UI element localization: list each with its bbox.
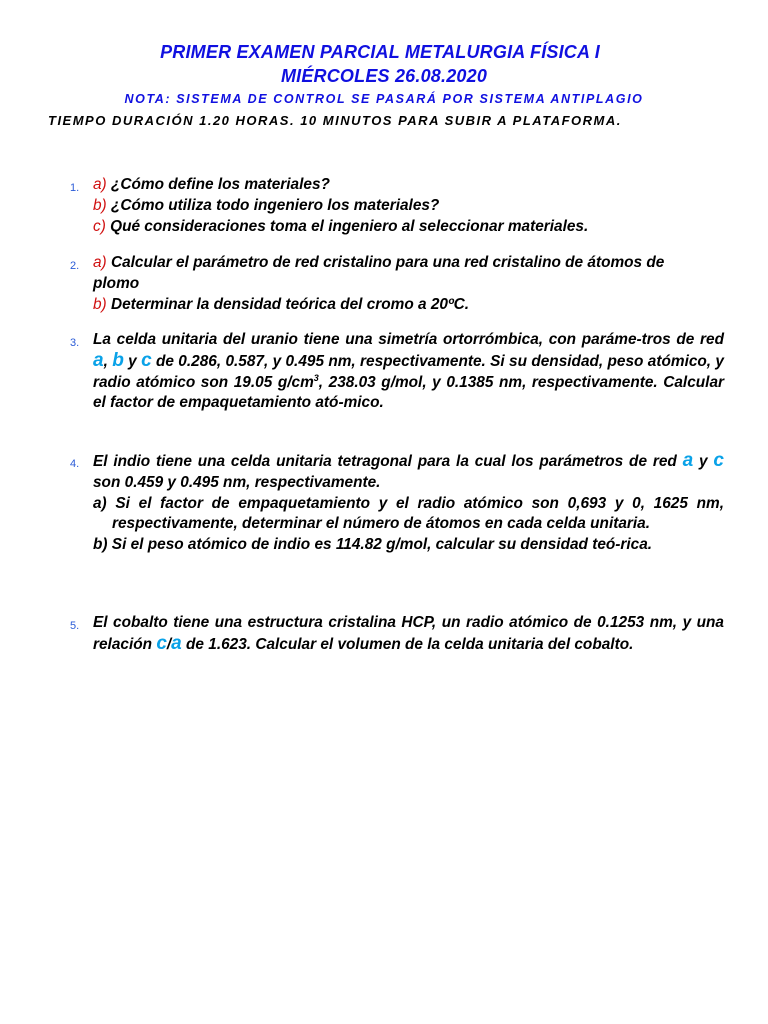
text-segment: / <box>166 635 172 653</box>
item-text: Qué consideraciones toma el ingeniero al seleccionar materiales. <box>105 217 589 235</box>
question-number: 3. <box>70 337 80 349</box>
text-segment: El indio tiene una celda unitaria tetragonal para la cual los parámetros de red <box>93 453 683 470</box>
exam-header <box>0 40 768 108</box>
exam-date: MIÉRCOLES 26.08.2020 <box>280 66 488 86</box>
text-segment: son 0.459 y 0.495 nm, respectivamente. <box>93 473 381 491</box>
item-text: Calcular el parámetro de red cristalino para una red cristalino de átomos de plomo <box>93 254 665 292</box>
text-segment: , 238.03 g/mol, y 0.1385 nm, respectivamente. Calcular el factor de empaquetamiento ató-mico. <box>93 373 724 412</box>
question-1 <box>70 175 724 237</box>
question-5-text <box>93 613 724 656</box>
question-4b: b) Si el peso atómico de indio es 114.82 g/mol, calcular su densidad teó-rica. <box>93 536 653 554</box>
question-number: 4. <box>70 458 80 470</box>
symbol-c: c <box>156 632 167 654</box>
item-label: b) <box>93 295 107 313</box>
question-number: 1. <box>70 182 80 194</box>
exam-title: PRIMER EXAMEN PARCIAL METALURGIA FÍSICA I <box>160 42 600 62</box>
text-segment: y <box>693 453 714 470</box>
question-1b <box>93 196 724 217</box>
symbol-a: a <box>93 349 104 371</box>
question-number: 5. <box>70 620 80 632</box>
item-text: ¿Cómo define los materiales? <box>106 176 330 193</box>
item-label: c) <box>93 217 106 235</box>
question-2 <box>70 253 724 315</box>
item-label: b) <box>93 196 107 214</box>
item-text: Determinar la densidad teórica del cromo a 20ºC. <box>106 295 469 313</box>
question-2a <box>93 253 724 295</box>
question-4 <box>70 451 724 556</box>
text-segment: y <box>123 352 142 370</box>
question-3 <box>70 330 724 414</box>
symbol-c: c <box>713 450 724 471</box>
symbol-a: a <box>171 632 182 654</box>
question-4a: a) Si el factor de empaquetamiento y el radio atómico son 0,693 y 0, 1625 nm, respectivamente, determinar el número de átomos en cada celda unitaria. <box>93 494 724 533</box>
exam-duration: TIEMPO DURACIÓN 1.20 HORAS. 10 MINUTOS PARA SUBIR A PLATAFORMA. <box>48 113 622 128</box>
text-segment: , <box>103 352 113 370</box>
question-3-text <box>93 330 724 414</box>
symbol-b: b <box>112 349 124 371</box>
item-label: a) <box>93 176 107 193</box>
superscript: 3 <box>313 372 319 383</box>
symbol-c: c <box>141 349 152 371</box>
question-2b <box>93 295 724 316</box>
item-text: ¿Cómo utiliza todo ingeniero los materiales? <box>106 196 440 214</box>
question-1c <box>93 217 724 238</box>
question-5 <box>70 613 724 656</box>
symbol-a: a <box>682 450 694 471</box>
item-label: a) <box>93 254 107 271</box>
question-4-text <box>93 451 724 494</box>
text-segment: de 1.623. Calcular el volumen de la celda unitaria del cobalto. <box>181 635 634 653</box>
question-number: 2. <box>70 260 80 272</box>
question-1a <box>93 175 724 196</box>
text-segment: El cobalto tiene una estructura cristalina HCP, un radio atómico de 0.1253 nm, y una relación <box>93 614 724 653</box>
text-segment: La celda unitaria del uranio tiene una simetría ortorrómbica, con paráme-tros de red <box>93 331 724 348</box>
exam-note: NOTA: SISTEMA DE CONTROL SE PASARÁ POR SISTEMA ANTIPLAGIO <box>124 92 644 106</box>
text-segment: de 0.286, 0.587, y 0.495 nm, respectivamente. Si su densidad, peso atómico, y radio atómico son 19.05 g/cm <box>93 352 724 391</box>
